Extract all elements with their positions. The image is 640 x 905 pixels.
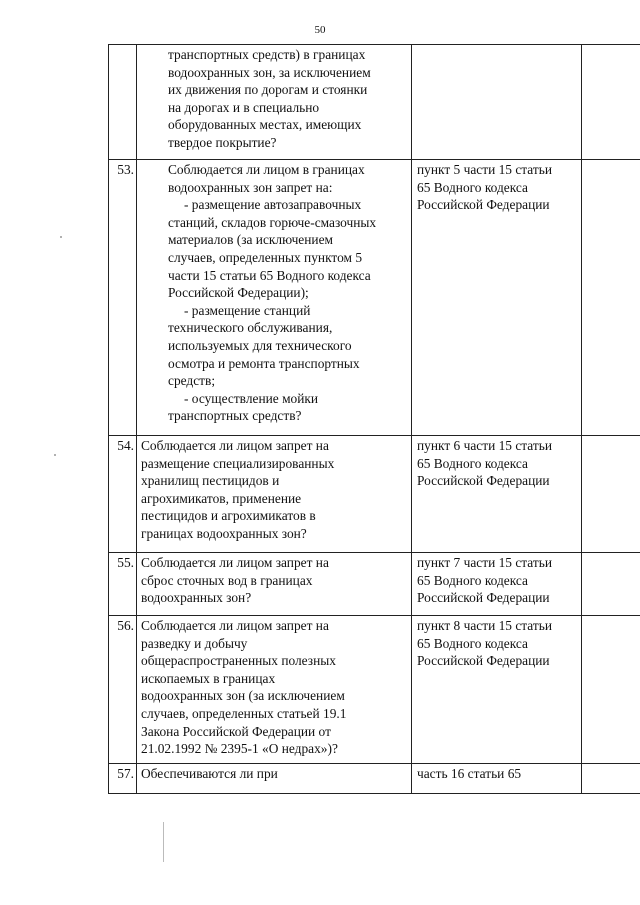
legal-basis-line: 65 Водного кодекса [417, 572, 528, 588]
question-line: осмотра и ремонта транспортных [168, 355, 360, 371]
legal-basis-line: часть 16 статьи 65 [417, 766, 522, 781]
question-line: на дорогах и в специально [168, 99, 320, 115]
question-cell [137, 160, 412, 436]
question-line: - размещение автозаправочных [184, 197, 362, 213]
question-line: хранилищ пестицидов и [141, 473, 280, 489]
table-row [109, 764, 640, 794]
answer-cell [582, 160, 640, 436]
question-line: водоохранных зон, за исключением [168, 64, 371, 80]
table-row [109, 553, 640, 616]
scan-speck [54, 454, 56, 456]
table-row [109, 45, 640, 160]
question-line: станций, складов горюче-смазочных [168, 214, 377, 230]
question-line: их движения по дорогам и стоянки [168, 82, 368, 98]
legal-basis-line: Российской Федерации [417, 473, 550, 489]
question-line: Обеспечиваются ли при [141, 766, 278, 781]
question-line: транспортных средств? [168, 408, 302, 424]
question-line: сброс сточных вод в границах [141, 572, 313, 588]
question-cell [137, 616, 412, 764]
question-line: случаев, определенных пунктом 5 [168, 249, 363, 265]
row-number [109, 45, 137, 160]
legal-basis-cell [412, 160, 582, 436]
legal-basis-line: Российской Федерации [417, 590, 550, 606]
table-row [109, 436, 640, 553]
legal-basis-cell [412, 616, 582, 764]
legal-basis-line: пункт 7 части 15 статьи [417, 555, 553, 570]
row-number: 57. [109, 764, 137, 794]
legal-basis-line: пункт 6 части 15 статьи [417, 438, 553, 453]
row-number: 55. [109, 553, 137, 616]
row-number: 53. [109, 160, 137, 436]
question-line: Закона Российской Федерации от [141, 723, 331, 739]
legal-basis-cell [412, 553, 582, 616]
row-number: 54. [109, 436, 137, 553]
question-line: случаев, определенных статьей 19.1 [141, 705, 347, 721]
legal-basis-line: 65 Водного кодекса [417, 179, 528, 195]
row-number: 56. [109, 616, 137, 764]
question-line: 21.02.1992 № 2395-1 «О недрах»)? [141, 741, 338, 757]
legal-basis-cell [412, 436, 582, 553]
question-line: разведку и добычу [141, 635, 248, 651]
answer-cell [582, 616, 640, 764]
table-row [109, 160, 640, 436]
question-line: Соблюдается ли лицом запрет на [141, 618, 329, 633]
question-line: размещение специализированных [141, 455, 335, 471]
checklist-table [108, 44, 640, 794]
answer-cell [582, 553, 640, 616]
legal-basis-line: Российской Федерации [417, 197, 550, 213]
legal-basis-line: 65 Водного кодекса [417, 455, 528, 471]
question-line: водоохранных зон? [141, 590, 252, 606]
question-cell [137, 553, 412, 616]
scan-margin-line [163, 822, 164, 862]
question-line: используемых для технического [168, 337, 352, 353]
question-line: материалов (за исключением [168, 232, 334, 248]
question-line: границах водоохранных зон? [141, 525, 307, 541]
scan-speck [60, 236, 62, 238]
question-cell [137, 436, 412, 553]
question-line: технического обслуживания, [168, 320, 333, 336]
answer-cell [582, 45, 640, 160]
question-line: Российской Федерации); [168, 285, 309, 301]
legal-basis-line: пункт 8 части 15 статьи [417, 618, 553, 633]
question-line: оборудованных местах, имеющих [168, 117, 362, 133]
question-line: части 15 статьи 65 Водного кодекса [168, 267, 371, 283]
question-line: - размещение станций [184, 302, 311, 318]
question-line: общераспространенных полезных [141, 653, 336, 669]
answer-cell [582, 436, 640, 553]
question-line: - осуществление мойки [184, 390, 319, 406]
question-cell [137, 45, 412, 160]
question-line: ископаемых в границах [141, 670, 276, 686]
legal-basis-cell [412, 45, 582, 160]
legal-basis-line: Российской Федерации [417, 653, 550, 669]
legal-basis-line: 65 Водного кодекса [417, 635, 528, 651]
question-line: твердое покрытие? [168, 134, 277, 150]
question-line: Соблюдается ли лицом в границах [168, 162, 365, 177]
question-line: средств; [168, 373, 216, 389]
question-line: водоохранных зон (за исключением [141, 688, 345, 704]
question-line: Соблюдается ли лицом запрет на [141, 555, 329, 570]
question-line: водоохранных зон запрет на: [168, 179, 333, 195]
question-line: транспортных средств) в границах [168, 47, 366, 62]
answer-cell [582, 764, 640, 794]
legal-basis-line: пункт 5 части 15 статьи [417, 162, 553, 177]
question-line: пестицидов и агрохимикатов в [141, 508, 316, 524]
page-number: 50 [314, 24, 326, 36]
legal-basis-cell [412, 764, 582, 794]
question-line: Соблюдается ли лицом запрет на [141, 438, 329, 453]
table-row [109, 616, 640, 764]
question-line: агрохимикатов, применение [141, 490, 302, 506]
question-cell [137, 764, 412, 794]
